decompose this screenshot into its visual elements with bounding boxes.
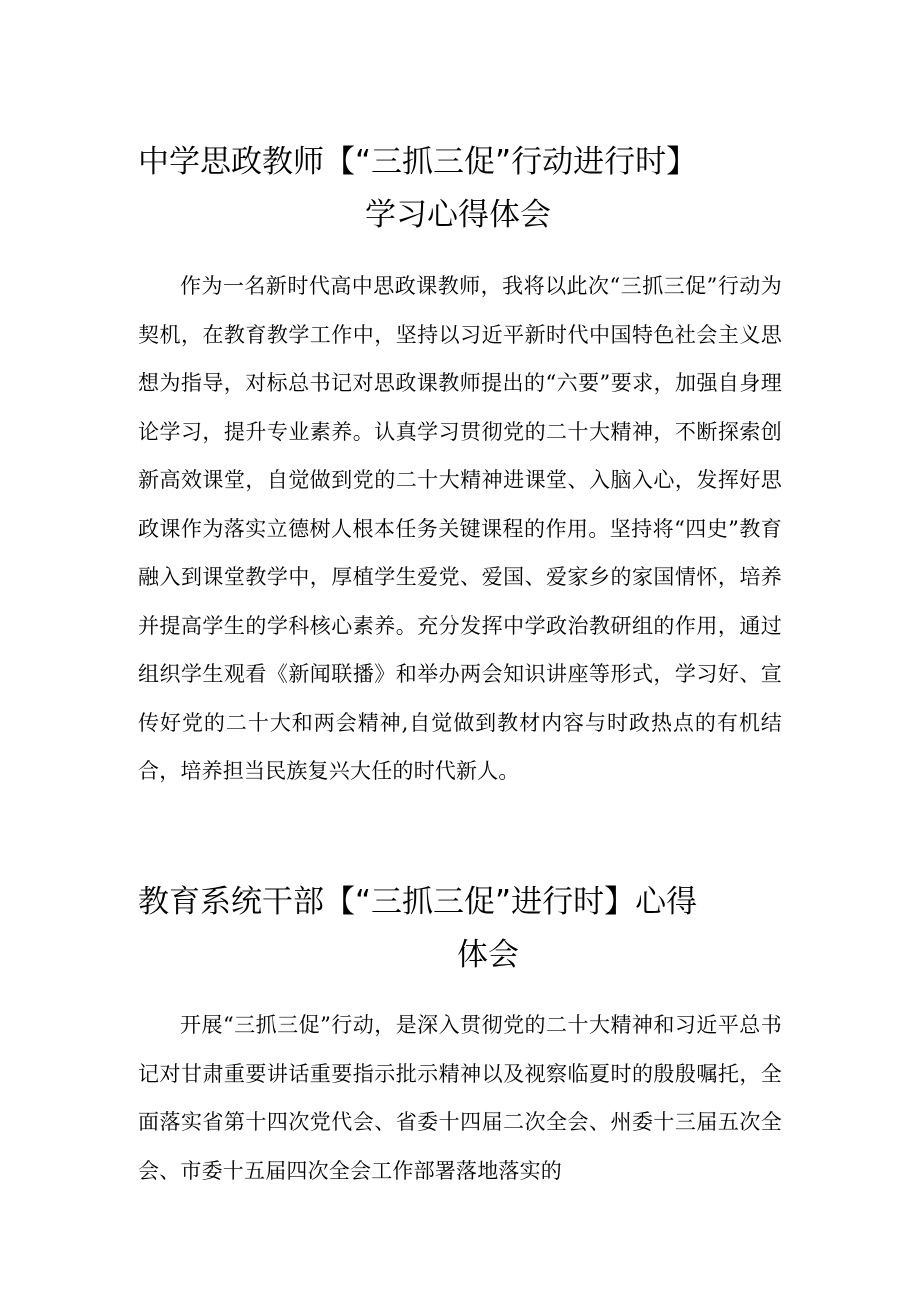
section-2-title-line-2: 体会 [457,937,519,973]
section-2-paragraph: 开展“三抓三促”行动，是深入贯彻党的二十大精神和习近平总书记对甘肃重要讲话重要指示批示精神以及视察临夏时的殷殷嘱托，全面落实省第十四次党代会、省委十四届二次全会、州委十三届五次全会、市委十五届四次全会工作部署落地落实的 [138,1013,782,1183]
section-1-title [138,136,778,242]
section-1-title-line-2: 学习心得体会 [365,197,551,233]
section-2-title [138,876,778,982]
section-1-paragraph: 作为一名新时代高中思政课教师，我将以此次“三抓三促”行动为契机，在教育教学工作中，坚持以习近平新时代中国特色社会主义思想为指导，对标总书记对思政课教师提出的“六要”要求，加强自身理论学习，提升专业素养。认真学习贯彻党的二十大精神，不断探索创新高效课堂，自觉做到党的二十大精神进课堂、入脑入心，发挥好思政课作为落实立德树人根本任务关键课程的作用。坚持将“四史”教育融入到课堂教学中，厚植学生爱党、爱国、爱家乡的家国情怀，培养并提高学生的学科核心素养。充分发挥中学政治教研组的作用，通过组织学生观看《新闻联播》和举办两会知识讲座等形式，学习好、宣传好党的二十大和两会精神,自觉做到教材内容与时政热点的有机结合，培养担当民族复兴大任的时代新人。 [138,274,782,783]
section-2-title-line-1: 教育系统干部【“三抓三促”进行时】心得 [138,884,698,920]
section-1-title-line-1: 中学思政教师【“三抓三促”行动进行时】 [138,144,698,180]
